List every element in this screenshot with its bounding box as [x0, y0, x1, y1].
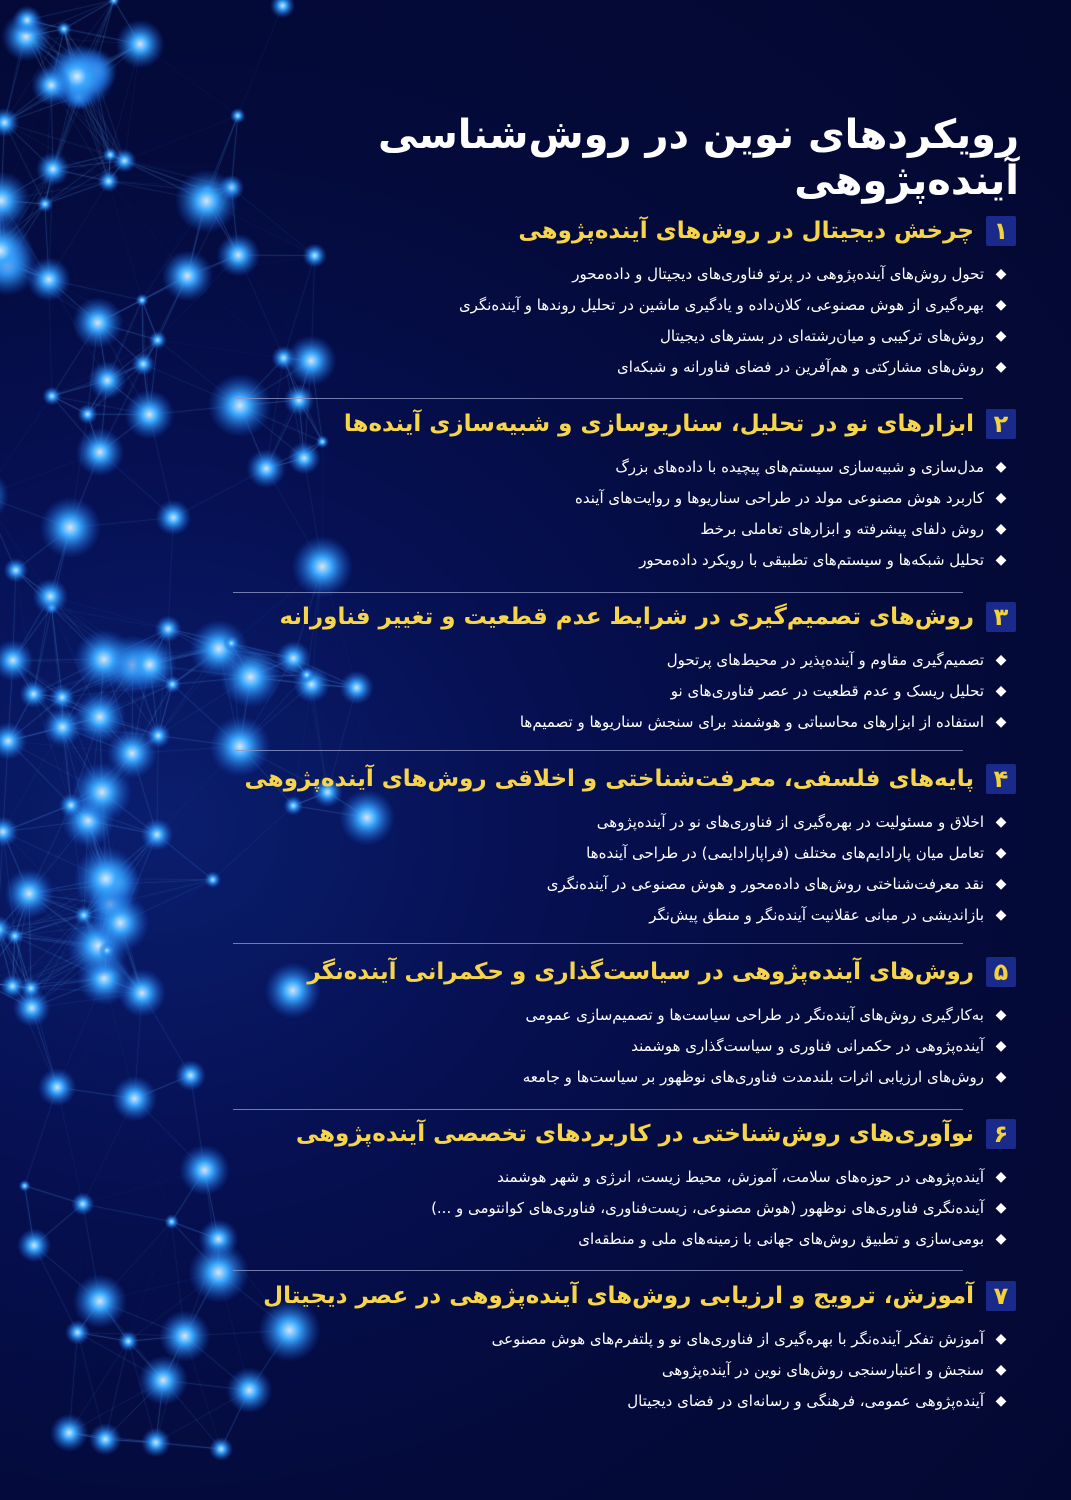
diamond-bullet-icon: ◆	[995, 1330, 1007, 1347]
list-item: ◆ تعامل میان پارادایم‌های مختلف (فراپارادایمی) در طراحی آینده‌ها	[586, 843, 1007, 862]
section-items	[276, 999, 1016, 1092]
section-items	[276, 258, 1016, 382]
diamond-bullet-icon: ◆	[995, 327, 1007, 344]
section-title: نوآوری‌های روش‌شناختی در کاربردهای تخصصی آینده‌پژوهی	[295, 1121, 974, 1147]
section-items	[276, 1323, 1016, 1416]
section-2	[276, 407, 1016, 575]
diamond-bullet-icon: ◆	[995, 489, 1007, 506]
section-divider	[233, 1270, 963, 1271]
section-header	[276, 214, 1016, 248]
list-item: ◆ کاربرد هوش مصنوعی مولد در طراحی سناریوها و روایت‌های آینده	[575, 488, 1007, 507]
diamond-bullet-icon: ◆	[995, 265, 1007, 282]
diamond-bullet-icon: ◆	[995, 1361, 1007, 1378]
diamond-bullet-icon: ◆	[995, 651, 1007, 668]
list-item: ◆ استفاده از ابزارهای محاسباتی و هوشمند برای سنجش سناریوها و تصمیم‌ها	[519, 712, 1007, 731]
list-item: ◆ تحلیل شبکه‌ها و سیستم‌های تطبیقی با رویکرد داده‌محور	[639, 550, 1007, 569]
diamond-bullet-icon: ◆	[995, 458, 1007, 475]
section-divider	[233, 1109, 963, 1110]
section-1	[276, 214, 1016, 382]
list-item: ◆ مدل‌سازی و شبیه‌سازی سیستم‌های پیچیده با داده‌های بزرگ	[615, 457, 1007, 476]
section-7	[263, 1279, 1016, 1416]
section-title: روش‌های تصمیم‌گیری در شرایط عدم قطعیت و تغییر فناورانه	[279, 604, 974, 630]
diamond-bullet-icon: ◆	[995, 1168, 1007, 1185]
section-divider	[233, 750, 963, 751]
section-number-badge: ۲	[986, 409, 1016, 439]
section-header	[276, 600, 1016, 634]
list-item: ◆ تحول روش‌های آینده‌پژوهی در پرتو فناوری‌های دیجیتال و داده‌محور	[572, 264, 1007, 283]
list-item: ◆ آموزش تفکر آینده‌نگر با بهره‌گیری از فناوری‌های نو و پلتفرم‌های هوش مصنوعی	[491, 1329, 1007, 1348]
list-item: ◆ تحلیل ریسک و عدم قطعیت در عصر فناوری‌های نو	[670, 681, 1007, 700]
diamond-bullet-icon: ◆	[995, 1199, 1007, 1216]
section-header	[276, 1117, 1016, 1151]
section-number-badge: ۷	[986, 1281, 1016, 1311]
list-item: ◆ روش‌های ارزیابی اثرات بلندمدت فناوری‌های نوظهور بر سیاست‌ها و جامعه	[522, 1067, 1007, 1086]
section-title: ابزارهای نو در تحلیل، سناریوسازی و شبیه‌سازی آینده‌ها	[343, 411, 974, 437]
section-title: آموزش، ترویج و ارزیابی روش‌های آینده‌پژوهی در عصر دیجیتال	[263, 1283, 974, 1309]
list-item: ◆ روش‌های مشارکتی و هم‌آفرین در فضای فناورانه و شبکه‌ای	[616, 357, 1007, 376]
section-items	[276, 806, 1016, 930]
list-item: ◆ بازاندیشی در مبانی عقلانیت آینده‌نگر و منطق پیش‌نگر	[649, 905, 1007, 924]
section-5	[276, 955, 1016, 1092]
section-title: پایه‌های فلسفی، معرفت‌شناختی و اخلاقی روش‌های آینده‌پژوهی	[244, 766, 974, 792]
list-item: ◆ بومی‌سازی و تطبیق روش‌های جهانی با زمینه‌های ملی و منطقه‌ای	[578, 1229, 1007, 1248]
section-items	[276, 1161, 1016, 1254]
diamond-bullet-icon: ◆	[995, 358, 1007, 375]
list-item: ◆ تصمیم‌گیری مقاوم و آینده‌پذیر در محیط‌های پرتحول	[666, 650, 1007, 669]
section-divider	[233, 592, 963, 593]
section-number-badge: ۴	[986, 764, 1016, 794]
section-header	[263, 1279, 1016, 1313]
list-item: ◆ اخلاق و مسئولیت در بهره‌گیری از فناوری‌های نو در آینده‌پژوهی	[596, 812, 1007, 831]
section-number-badge: ۳	[986, 602, 1016, 632]
diamond-bullet-icon: ◆	[995, 520, 1007, 537]
diamond-bullet-icon: ◆	[995, 906, 1007, 923]
list-item: ◆ آینده‌پژوهی در حوزه‌های سلامت، آموزش، محیط زیست، انرژی و شهر هوشمند	[497, 1167, 1007, 1186]
section-items	[276, 451, 1016, 575]
section-4	[244, 762, 1016, 930]
section-title: روش‌های آینده‌پژوهی در سیاست‌گذاری و حکمرانی آینده‌نگر	[307, 959, 974, 985]
diamond-bullet-icon: ◆	[995, 713, 1007, 730]
section-header	[276, 407, 1016, 441]
section-3	[276, 600, 1016, 737]
diamond-bullet-icon: ◆	[995, 1037, 1007, 1054]
list-item: ◆ آینده‌پژوهی در حکمرانی فناوری و سیاست‌گذاری هوشمند	[631, 1036, 1007, 1055]
diamond-bullet-icon: ◆	[995, 682, 1007, 699]
section-number-badge: ۱	[986, 216, 1016, 246]
section-title: چرخش دیجیتال در روش‌های آینده‌پژوهی	[518, 218, 974, 244]
section-header	[276, 955, 1016, 989]
list-item: ◆ به‌کارگیری روش‌های آینده‌نگر در طراحی سیاست‌ها و تصمیم‌سازی عمومی	[525, 1005, 1007, 1024]
section-number-badge: ۶	[986, 1119, 1016, 1149]
list-item: ◆ آینده‌نگری فناوری‌های نوظهور (هوش مصنوعی، زیست‌فناوری، فناوری‌های کوانتومی و ...)	[431, 1198, 1007, 1217]
list-item: ◆ روش دلفای پیشرفته و ابزارهای تعاملی برخط	[700, 519, 1007, 538]
diamond-bullet-icon: ◆	[995, 875, 1007, 892]
section-items	[276, 644, 1016, 737]
diamond-bullet-icon: ◆	[995, 551, 1007, 568]
section-header	[244, 762, 1016, 796]
diamond-bullet-icon: ◆	[995, 296, 1007, 313]
diamond-bullet-icon: ◆	[995, 1068, 1007, 1085]
list-item: ◆ سنجش و اعتبارسنجی روش‌های نوین در آینده‌پژوهی	[661, 1360, 1007, 1379]
diamond-bullet-icon: ◆	[995, 813, 1007, 830]
diamond-bullet-icon: ◆	[995, 1230, 1007, 1247]
section-6	[276, 1117, 1016, 1254]
diamond-bullet-icon: ◆	[995, 1392, 1007, 1409]
list-item: ◆ نقد معرفت‌شناختی روش‌های داده‌محور و هوش مصنوعی در آینده‌نگری	[546, 874, 1007, 893]
section-divider	[233, 398, 963, 399]
diamond-bullet-icon: ◆	[995, 844, 1007, 861]
list-item: ◆ آینده‌پژوهی عمومی، فرهنگی و رسانه‌ای در فضای دیجیتال	[627, 1391, 1007, 1410]
list-item: ◆ روش‌های ترکیبی و میان‌رشته‌ای در بسترهای دیجیتال	[659, 326, 1007, 345]
page-title: رویکردهای نوین در روش‌شناسی آینده‌پژوهی	[377, 112, 1019, 204]
list-item: ◆ بهره‌گیری از هوش مصنوعی، کلان‌داده و یادگیری ماشین در تحلیل روندها و آینده‌نگری	[458, 295, 1007, 314]
section-number-badge: ۵	[986, 957, 1016, 987]
diamond-bullet-icon: ◆	[995, 1006, 1007, 1023]
section-divider	[233, 943, 963, 944]
